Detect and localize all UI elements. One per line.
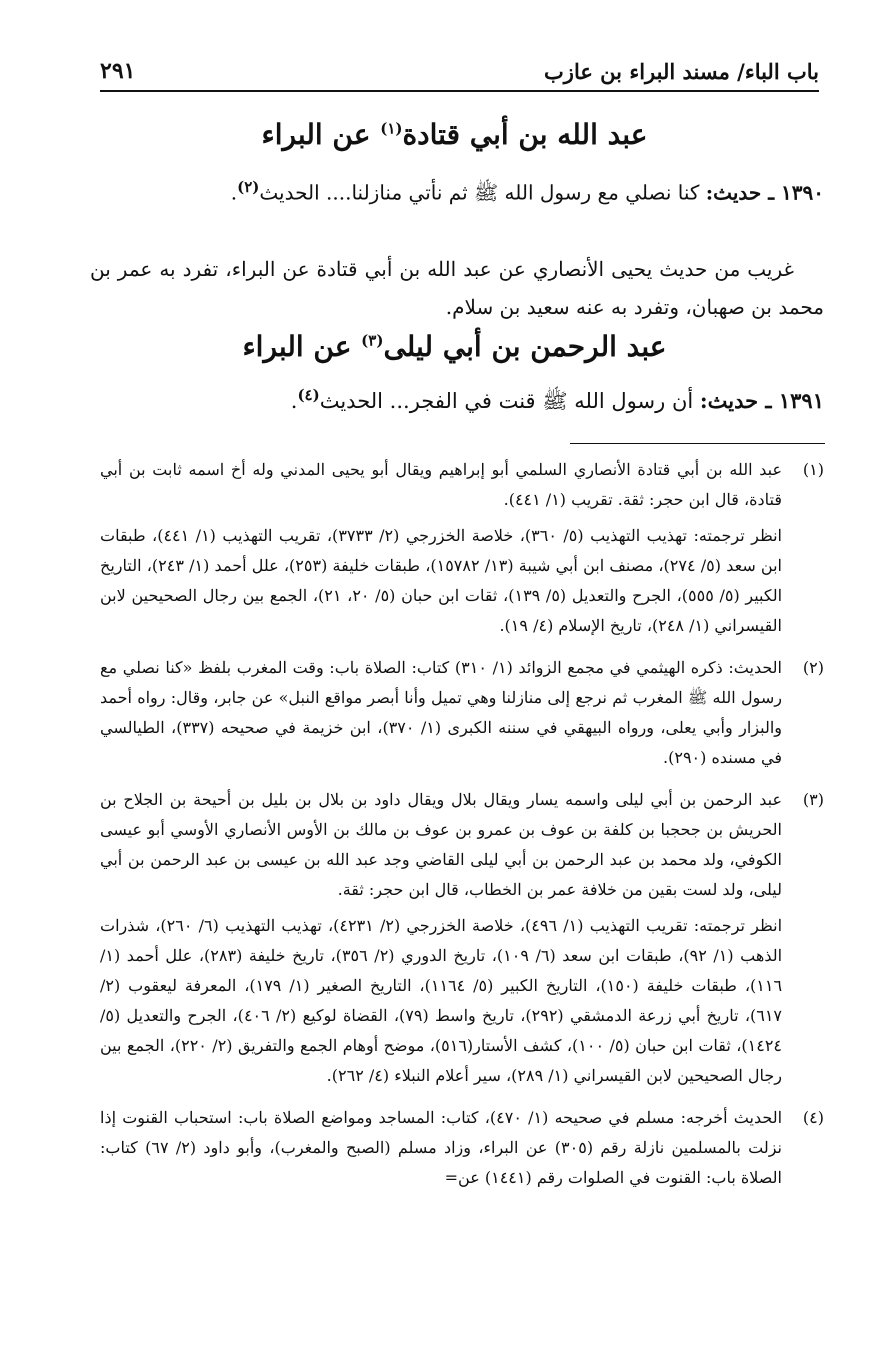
footnote-1 [100, 455, 824, 647]
heading-2-main: عبد الرحمن بن أبي ليلى [383, 330, 667, 363]
section-heading-1 [90, 118, 819, 151]
footnote-text: انظر ترجمته: تهذيب التهذيب (٥/ ٣٦٠)، خلاصة الخزرجي (٢/ ٣٧٣٣)، تقريب التهذيب (١/ ٤٤١)، طبقات ابن سعد (٥/ ٢٧٤)، مصنف ابن أبي شيبة (١٣/ ١٥٧٨٢)، طبقات خليفة (٢٥٣)، علل أحمد (١/ ٢٤٣)، التاريخ الكبير (٥/ ٥٥٥)، الجرح والتعديل (٥/ ١٣٩)، ثقات ابن حبان (٥/ ٢٠، ٢١)، الجمع بين رجال الصحيحين لابن القيسراني (١/ ٢٤٨)، تاريخ الإسلام (٤/ ١٩). [100, 526, 783, 635]
hadith-1391 [90, 376, 824, 420]
running-header [100, 44, 819, 92]
footnote-number: (٢) [802, 658, 824, 677]
footnote-text: عبد الرحمن بن أبي ليلى واسمه يسار ويقال بلال ويقال داود بن بلال بن بليل بن أحيحة بن الجلاح بن الحريش بن جحجبا بن كلفة بن عوف بن عمرو بن عوف بن مالك بن الأوس الأنصاري الأوسي أبو عيسى الكوفي، ولد محمد بن عبد الرحمن بن أبي ليلى القاضي وجد عبد الله بن عيسى بن عبد الرحمن بن أبي ليلى، ولد لست بقين من خلافة عمر بن الخطاب، قال ابن حجر: ثقة. [100, 790, 782, 899]
footnote-4 [100, 1103, 824, 1199]
footnote-text: عبد الله بن أبي قتادة الأنصاري السلمي أبو إبراهيم ويقال أبو يحيى المدني وله أخ اسمه ثابت بن أبي قتادة، قال ابن حجر: ثقة. تقريب (١/ ٤٤١). [100, 460, 783, 509]
hadith-1390-end: . [230, 180, 238, 205]
hadith-1391-end: . [290, 389, 298, 413]
hadith-1390 [90, 168, 824, 212]
hadith-1391-text: أن رسول الله ﷺ قنت في الفجر... الحديث [319, 389, 700, 413]
footnote-ref-3[interactable]: (٣) [361, 331, 384, 350]
footnote-text: انظر ترجمته: تقريب التهذيب (١/ ٤٩٦)، خلاصة الخزرجي (٢/ ٤٢٣١)، تهذيب التهذيب (٦/ ٢٦٠)، شذرات الذهب (١/ ٩٢)، طبقات ابن سعد (٦/ ١٠٩)، تاريخ الدوري (٢/ ٣٥٦)، تاريخ خليفة (٢٨٣)، علل أحمد (١/ ١١٦)، طبقات خليفة (١٥٠)، التاريخ الكبير (٥/ ١١٦٤)، التاريخ الصغير (١/ ١٧٩)، المعرفة ليعقوب (٢/ ٦١٧)، تاريخ أبي زرعة الدمشقي (٢٩٢)، تاريخ واسط (٧٩)، القضاة لوكيع (٢/ ٤٠٦)، الجرح والتعديل (٥/ ١٤٢٤)، ثقات ابن حبان (٥/ ١٠٠)، كشف الأستار(٥١٦)، موضح أوهام الجمع والتفريق (٢/ ٢٢٠)، الجمع بين رجال الصحيحين لابن القيسراني (١/ ٢٨٩)، سير أعلام النبلاء (٤/ ٢٦٢). [100, 916, 783, 1085]
header-title: باب الباء/ مسند البراء بن عازب [544, 59, 819, 84]
footnote-text: الحديث أخرجه: مسلم في صحيحه (١/ ٤٧٠)، كتاب: المساجد ومواضع الصلاة باب: استحباب القنوت إذا نزلت بالمسلمين نازلة رقم (٣٠٥) عن البراء، وزاد مسلم (الصبح والمغرب)، وأبو داود (٢/ ٦٧) كتاب: الصلاة باب: القنوت في الصلوات رقم (١٤٤١) عن= [100, 1108, 783, 1187]
page-number: ٢٩١ [100, 58, 136, 84]
footnote-2 [100, 653, 824, 779]
hadith-1390-number: ١٣٩٠ ـ حديث: [705, 180, 824, 205]
footnote-ref-1[interactable]: (١) [380, 119, 403, 138]
footnote-number: (٣) [802, 790, 824, 809]
section-heading-2 [90, 330, 819, 363]
footnote-number: (١) [802, 460, 824, 479]
footnotes [100, 455, 824, 1205]
footnote-ref-2[interactable]: (٢) [237, 178, 260, 196]
footnote-separator [570, 443, 825, 444]
hadith-1390-text: كنا نصلي مع رسول الله ﷺ ثم نأتي منازلنا.... الحديث [259, 180, 706, 205]
footnote-text: الحديث: ذكره الهيثمي في مجمع الزوائد (١/ ٣١٠) كتاب: الصلاة باب: وقت المغرب بلفظ «كنا نصلي مع رسول الله ﷺ المغرب ثم نرجع إلى منازلنا وهي تميل وأنا أبصر مواقع النبل» عن جابر، وقال: رواه أحمد والبزار وأبي يعلى، ورواه البيهقي في سننه الكبرى (١/ ٣٧٠)، ابن خزيمة في صحيحه (٣٣٧)، الطيالسي في مسنده (٢٩٠). [100, 658, 783, 767]
heading-2-tail: عن البراء [242, 330, 362, 363]
footnote-3 [100, 785, 824, 1097]
footnote-number: (٤) [802, 1108, 824, 1127]
footnote-ref-4[interactable]: (٤) [297, 386, 320, 404]
heading-1-main: عبد الله بن أبي قتادة [402, 118, 648, 151]
heading-1-tail: عن البراء [261, 118, 381, 151]
commentary-paragraph: غريب من حديث يحيى الأنصاري عن عبد الله بن أبي قتادة عن البراء، تفرد به عمر بن محمد بن صهبان، وتفرد به عنه سعيد بن سلام. [90, 257, 824, 319]
hadith-1391-number: ١٣٩١ ـ حديث: [699, 388, 824, 413]
